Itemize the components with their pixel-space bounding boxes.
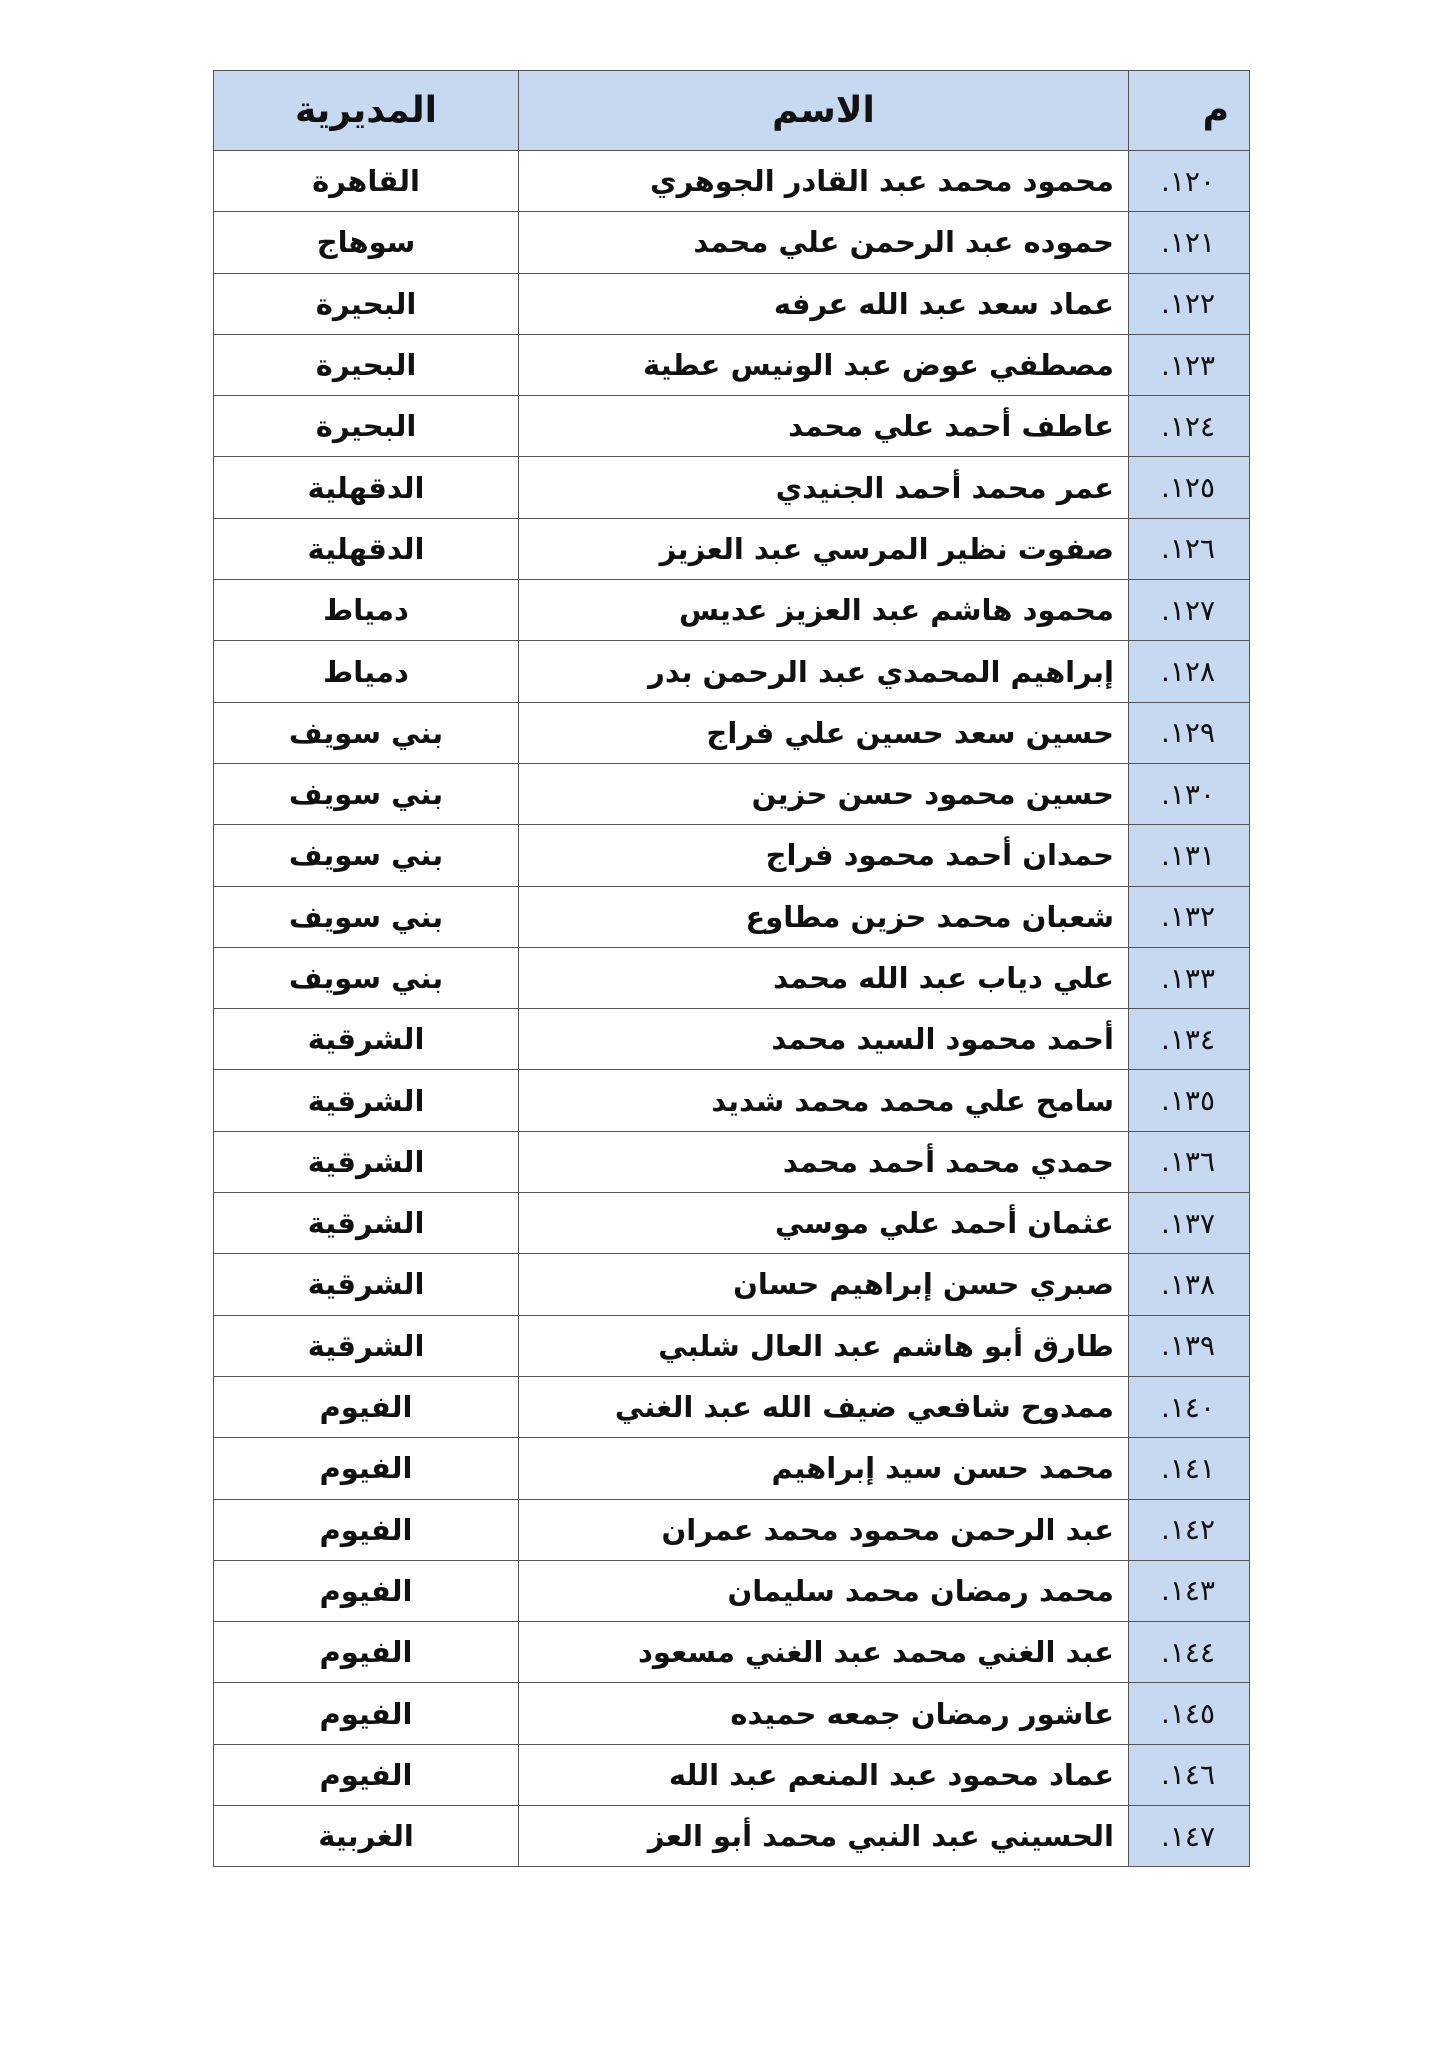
row-name: محمد رمضان محمد سليمان xyxy=(519,1560,1129,1621)
table-row xyxy=(214,457,1250,518)
header-number: م xyxy=(1129,71,1250,151)
row-directorate: بني سويف xyxy=(214,825,519,886)
row-number: ١٢٢. xyxy=(1129,273,1250,334)
row-directorate: الشرقية xyxy=(214,1254,519,1315)
row-number: ١٤٦. xyxy=(1129,1744,1250,1805)
row-number: ١٤٣. xyxy=(1129,1560,1250,1621)
table-row xyxy=(214,641,1250,702)
header-directorate: المديرية xyxy=(214,71,519,151)
row-directorate: بني سويف xyxy=(214,947,519,1008)
row-number: ١٣٧. xyxy=(1129,1193,1250,1254)
row-number: ١٢٥. xyxy=(1129,457,1250,518)
row-directorate: سوهاج xyxy=(214,212,519,273)
header-row xyxy=(214,71,1250,151)
table-row xyxy=(214,212,1250,273)
table-row xyxy=(214,334,1250,395)
row-directorate: الفيوم xyxy=(214,1438,519,1499)
row-number: ١٤٠. xyxy=(1129,1376,1250,1437)
row-directorate: البحيرة xyxy=(214,334,519,395)
table-row xyxy=(214,1193,1250,1254)
row-number: ١٢٤. xyxy=(1129,396,1250,457)
row-name: حمدان أحمد محمود فراج xyxy=(519,825,1129,886)
row-directorate: الفيوم xyxy=(214,1744,519,1805)
row-name: الحسيني عبد النبي محمد أبو العز xyxy=(519,1806,1129,1867)
row-directorate: الدقهلية xyxy=(214,518,519,579)
row-name: أحمد محمود السيد محمد xyxy=(519,1009,1129,1070)
row-number: ١٣٦. xyxy=(1129,1131,1250,1192)
row-directorate: القاهرة xyxy=(214,151,519,212)
row-number: ١٤٧. xyxy=(1129,1806,1250,1867)
row-name: عبد الرحمن محمود محمد عمران xyxy=(519,1499,1129,1560)
row-directorate: الشرقية xyxy=(214,1131,519,1192)
table-row xyxy=(214,1499,1250,1560)
row-name: حمدي محمد أحمد محمد xyxy=(519,1131,1129,1192)
row-name: سامح علي محمد محمد شديد xyxy=(519,1070,1129,1131)
row-number: ١٢٣. xyxy=(1129,334,1250,395)
table-body xyxy=(214,151,1250,1867)
row-directorate: البحيرة xyxy=(214,273,519,334)
row-number: ١٣١. xyxy=(1129,825,1250,886)
row-number: ١٣٠. xyxy=(1129,763,1250,824)
table-row xyxy=(214,1560,1250,1621)
table-row xyxy=(214,151,1250,212)
row-number: ١٤١. xyxy=(1129,1438,1250,1499)
row-number: ١٢١. xyxy=(1129,212,1250,273)
table-row xyxy=(214,1622,1250,1683)
row-name: شعبان محمد حزين مطاوع xyxy=(519,886,1129,947)
row-directorate: بني سويف xyxy=(214,702,519,763)
table-row xyxy=(214,396,1250,457)
table-header xyxy=(214,71,1250,151)
document-page xyxy=(213,70,1249,1867)
table-row xyxy=(214,1683,1250,1744)
row-directorate: الفيوم xyxy=(214,1683,519,1744)
row-number: ١٢٧. xyxy=(1129,580,1250,641)
row-name: عبد الغني محمد عبد الغني مسعود xyxy=(519,1622,1129,1683)
names-table xyxy=(213,70,1250,1867)
row-directorate: بني سويف xyxy=(214,763,519,824)
row-name: حسين سعد حسين علي فراج xyxy=(519,702,1129,763)
row-name: محمود هاشم عبد العزيز عديس xyxy=(519,580,1129,641)
row-directorate: الفيوم xyxy=(214,1560,519,1621)
row-directorate: الغربية xyxy=(214,1806,519,1867)
table-row xyxy=(214,1744,1250,1805)
row-number: ١٣٥. xyxy=(1129,1070,1250,1131)
row-name: طارق أبو هاشم عبد العال شلبي xyxy=(519,1315,1129,1376)
row-name: محمود محمد عبد القادر الجوهري xyxy=(519,151,1129,212)
header-name: الاسم xyxy=(519,71,1129,151)
table-row xyxy=(214,1376,1250,1437)
row-directorate: البحيرة xyxy=(214,396,519,457)
row-directorate: الدقهلية xyxy=(214,457,519,518)
row-name: إبراهيم المحمدي عبد الرحمن بدر xyxy=(519,641,1129,702)
table-row xyxy=(214,580,1250,641)
table-row xyxy=(214,886,1250,947)
table-row xyxy=(214,947,1250,1008)
row-name: حسين محمود حسن حزين xyxy=(519,763,1129,824)
row-number: ١٣٤. xyxy=(1129,1009,1250,1070)
table-row xyxy=(214,1315,1250,1376)
row-number: ١٣٩. xyxy=(1129,1315,1250,1376)
table-row xyxy=(214,273,1250,334)
row-number: ١٢٠. xyxy=(1129,151,1250,212)
row-directorate: الفيوم xyxy=(214,1376,519,1437)
row-directorate: بني سويف xyxy=(214,886,519,947)
table-row xyxy=(214,763,1250,824)
row-name: عاطف أحمد علي محمد xyxy=(519,396,1129,457)
row-name: صبري حسن إبراهيم حسان xyxy=(519,1254,1129,1315)
row-number: ١٣٣. xyxy=(1129,947,1250,1008)
row-directorate: الشرقية xyxy=(214,1193,519,1254)
table-row xyxy=(214,702,1250,763)
table-row xyxy=(214,1009,1250,1070)
table-row xyxy=(214,1254,1250,1315)
row-directorate: الشرقية xyxy=(214,1070,519,1131)
row-directorate: دمياط xyxy=(214,641,519,702)
row-number: ١٤٥. xyxy=(1129,1683,1250,1744)
row-name: عمر محمد أحمد الجنيدي xyxy=(519,457,1129,518)
row-name: مصطفي عوض عبد الونيس عطية xyxy=(519,334,1129,395)
table-row xyxy=(214,825,1250,886)
row-number: ١٤٤. xyxy=(1129,1622,1250,1683)
row-directorate: الشرقية xyxy=(214,1315,519,1376)
row-number: ١٢٩. xyxy=(1129,702,1250,763)
row-name: ممدوح شافعي ضيف الله عبد الغني xyxy=(519,1376,1129,1437)
row-name: محمد حسن سيد إبراهيم xyxy=(519,1438,1129,1499)
row-name: عاشور رمضان جمعه حميده xyxy=(519,1683,1129,1744)
table-row xyxy=(214,1806,1250,1867)
row-name: عماد سعد عبد الله عرفه xyxy=(519,273,1129,334)
row-directorate: الفيوم xyxy=(214,1499,519,1560)
row-directorate: دمياط xyxy=(214,580,519,641)
row-name: عماد محمود عبد المنعم عبد الله xyxy=(519,1744,1129,1805)
table-row xyxy=(214,1438,1250,1499)
row-directorate: الشرقية xyxy=(214,1009,519,1070)
table-row xyxy=(214,518,1250,579)
table-row xyxy=(214,1131,1250,1192)
table-row xyxy=(214,1070,1250,1131)
row-directorate: الفيوم xyxy=(214,1622,519,1683)
row-name: صفوت نظير المرسي عبد العزيز xyxy=(519,518,1129,579)
row-number: ١٣٨. xyxy=(1129,1254,1250,1315)
row-name: حموده عبد الرحمن علي محمد xyxy=(519,212,1129,273)
row-name: عثمان أحمد علي موسي xyxy=(519,1193,1129,1254)
row-name: علي دياب عبد الله محمد xyxy=(519,947,1129,1008)
row-number: ١٢٦. xyxy=(1129,518,1250,579)
row-number: ١٢٨. xyxy=(1129,641,1250,702)
row-number: ١٣٢. xyxy=(1129,886,1250,947)
row-number: ١٤٢. xyxy=(1129,1499,1250,1560)
